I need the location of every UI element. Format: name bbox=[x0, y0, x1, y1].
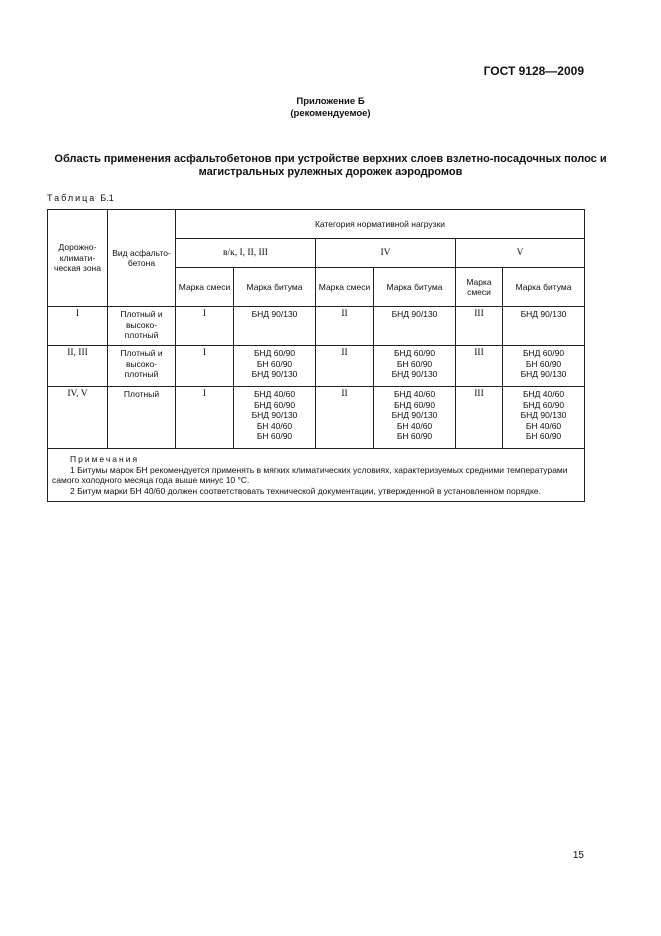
appendix-heading bbox=[0, 96, 661, 120]
zone-cell: IV, V bbox=[48, 387, 108, 449]
table-row bbox=[48, 346, 585, 387]
mix-cell: II bbox=[316, 387, 374, 449]
table-caption-label: Таблица bbox=[47, 193, 97, 203]
bitumen-cell: БНД 60/90 БН 60/90 БНД 90/130 bbox=[503, 346, 585, 387]
mix-cell: III bbox=[456, 307, 503, 346]
category-header-2: IV bbox=[316, 239, 456, 268]
bitumen-cell: БНД 60/90 БН 60/90 БНД 90/130 bbox=[374, 346, 456, 387]
bitumen-cell: БНД 40/60 БНД 60/90 БНД 90/130 БН 40/60 БН 60/90 bbox=[234, 387, 316, 449]
bitumen-cell: БНД 40/60 БНД 60/90 БНД 90/130 БН 40/60 БН 60/90 bbox=[374, 387, 456, 449]
bitumen-cell: БНД 90/130 bbox=[374, 307, 456, 346]
mix-cell: I bbox=[176, 346, 234, 387]
mix-cell: I bbox=[176, 387, 234, 449]
document-id: ГОСТ 9128—2009 bbox=[483, 64, 584, 78]
bitumen-header-3: Марка битума bbox=[503, 268, 585, 307]
bitumen-cell: БНД 90/130 bbox=[503, 307, 585, 346]
bitumen-cell: БНД 60/90 БН 60/90 БНД 90/130 bbox=[234, 346, 316, 387]
table-row bbox=[48, 387, 585, 449]
bitumen-header-2: Марка битума bbox=[374, 268, 456, 307]
bitumen-table bbox=[47, 209, 585, 502]
note-1: 1 Битумы марок БН рекомендуется применять в мягких климатических условиях, характеризуемых средними температурами самого холодного месяца года выше минус 10 °С. bbox=[52, 464, 568, 485]
table-notes bbox=[48, 449, 585, 502]
mix-cell: I bbox=[176, 307, 234, 346]
table-caption-number: Б.1 bbox=[100, 193, 114, 203]
mix-header-3: Марка смеси bbox=[456, 268, 503, 307]
col-zone-header: Дорожно-климати-ческая зона bbox=[48, 210, 108, 307]
type-cell: Плотный и высоко-плотный bbox=[108, 307, 176, 346]
mix-cell: III bbox=[456, 387, 503, 449]
appendix-subtitle: (рекомендуемое) bbox=[290, 108, 371, 119]
zone-cell: II, III bbox=[48, 346, 108, 387]
load-category-header: Категория нормативной нагрузки bbox=[176, 210, 585, 239]
appendix-title: Приложение Б bbox=[296, 96, 365, 107]
category-header-3: V bbox=[456, 239, 585, 268]
mix-header-2: Марка смеси bbox=[316, 268, 374, 307]
note-2: 2 Битум марки БН 40/60 должен соответствовать технической документации, утвержденной в установленном порядке. bbox=[70, 485, 541, 496]
col-type-header: Вид асфальто-бетона bbox=[108, 210, 176, 307]
category-header-1: в/к, I, II, III bbox=[176, 239, 316, 268]
mix-cell: II bbox=[316, 307, 374, 346]
table-header-row bbox=[48, 210, 585, 239]
mix-header-1: Марка смеси bbox=[176, 268, 234, 307]
notes-title: Примечания bbox=[70, 454, 140, 464]
page-number: 15 bbox=[572, 850, 584, 861]
section-title: Область применения асфальтобетонов при устройстве верхних слоев взлетно-посадочных полос и магистральных рулежных дорожек аэродромов bbox=[54, 153, 607, 178]
bitumen-header-1: Марка битума bbox=[234, 268, 316, 307]
table-caption bbox=[47, 193, 114, 203]
type-cell: Плотный и высоко-плотный bbox=[108, 346, 176, 387]
type-cell: Плотный bbox=[108, 387, 176, 449]
mix-cell: II bbox=[316, 346, 374, 387]
table-row bbox=[48, 307, 585, 346]
bitumen-cell: БНД 90/130 bbox=[234, 307, 316, 346]
zone-cell: I bbox=[48, 307, 108, 346]
mix-cell: III bbox=[456, 346, 503, 387]
table-notes-row bbox=[48, 449, 585, 502]
bitumen-cell: БНД 40/60 БНД 60/90 БНД 90/130 БН 40/60 БН 60/90 bbox=[503, 387, 585, 449]
